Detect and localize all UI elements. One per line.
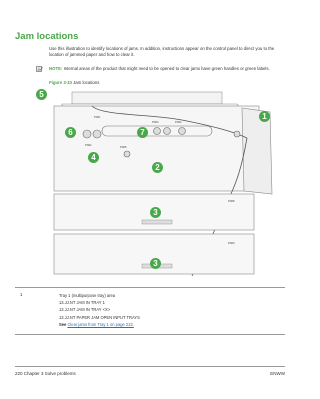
printer-body <box>54 106 259 191</box>
tray-2-handle <box>142 220 172 224</box>
jam-locations-illustration <box>32 86 284 286</box>
table-line: Tray 1 (multipurpose tray) area <box>59 293 116 298</box>
callout-badge: 3 <box>150 207 161 218</box>
callout-badge: 4 <box>88 152 99 163</box>
tiny-label: PN04 <box>175 121 182 124</box>
callout-badge: 7 <box>137 127 148 138</box>
see-link[interactable]: Clear jams from Tray 1 on page 222. <box>67 321 134 327</box>
tiny-label: PN09 <box>228 242 235 245</box>
output-bin <box>72 92 222 104</box>
figure-label: Figure 3-33 <box>49 80 72 85</box>
callout-badge: 5 <box>36 89 47 100</box>
table-row-number: 1 <box>20 292 23 297</box>
callout-badge: 1 <box>259 111 270 122</box>
roller <box>83 130 91 138</box>
see-label: See <box>59 321 67 327</box>
note-paragraph <box>49 66 287 72</box>
roller <box>124 151 130 157</box>
footer-right: ENWW <box>270 371 285 376</box>
table-line: 13.JJ.NT JAM IN TRAY 1 <box>59 300 105 306</box>
tiny-label: PN02 <box>85 144 92 147</box>
footer-divider <box>15 366 285 367</box>
roller <box>164 128 171 135</box>
tiny-label: PN08 <box>228 200 235 203</box>
roller <box>93 130 101 138</box>
roller <box>234 131 240 137</box>
figure-caption <box>49 80 99 85</box>
callout-badge: 6 <box>65 127 76 138</box>
footer-left: 220 Chapter 3 Solve problems <box>15 371 76 376</box>
table-row-content <box>59 292 283 328</box>
note-text: Internal areas of the product that might need to be opened to clear jams have green handles or green labels. <box>63 66 270 71</box>
note-icon <box>36 66 43 72</box>
tiny-label: PN03 <box>152 121 159 124</box>
tiny-label: PN05 <box>120 146 127 149</box>
see-line <box>59 321 283 328</box>
callout-badge: 3 <box>150 258 161 269</box>
figure-caption-text: Jam locations <box>73 80 100 85</box>
note-label: NOTE: <box>49 66 63 71</box>
intro-paragraph: Use this illustration to identify locations of jams. In addition, instructions appear on the control panel to direct you to the location of jammed paper and how to clear it. <box>49 46 275 58</box>
roller <box>179 128 186 135</box>
table-line: 13.JJ.NT PAPER JAM OPEN INPUT TRAYS <box>59 314 140 320</box>
section-heading: Jam locations <box>15 31 79 42</box>
callout-badge: 2 <box>152 162 163 173</box>
tiny-label: PN01 <box>94 116 101 119</box>
table-line: 13.JJ.NT JAM IN TRAY <X> <box>59 307 111 313</box>
roller <box>154 128 161 135</box>
